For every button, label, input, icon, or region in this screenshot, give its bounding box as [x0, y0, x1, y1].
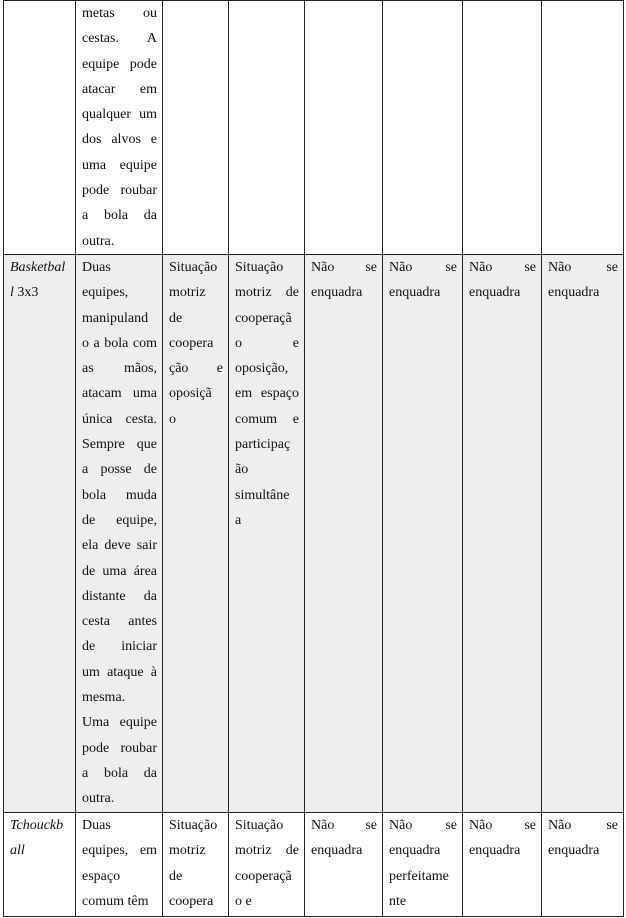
cell-text-line: equipes, em — [82, 843, 157, 859]
cell-text-line: Situação — [235, 260, 284, 275]
cell-text-line: de iniciar — [82, 639, 157, 655]
cell-text-line: cesta antes — [82, 614, 157, 630]
cell-c4 — [229, 813, 305, 917]
cell-c7 — [463, 1, 542, 255]
cell-text-line: enquadra — [548, 285, 600, 301]
cell-text-line: motriz de — [235, 843, 299, 859]
sport-name-part2-italic-l: l — [10, 285, 14, 301]
cell-text-line: motriz de — [235, 285, 299, 301]
cell-text-line: motriz — [169, 843, 206, 859]
sport-name-part1: Tchouckb — [10, 818, 64, 833]
cell-text-line: nte — [389, 893, 407, 909]
cell-text-line: Não se — [311, 818, 377, 833]
cell-text-line: enquadra — [311, 843, 363, 859]
cell-text-line: Duas — [82, 260, 111, 275]
cell-text-line: Não se — [469, 260, 536, 275]
table-row — [4, 255, 624, 813]
cell-text-line: equipes, — [82, 285, 129, 301]
cell-text-line: atacam uma — [82, 386, 157, 402]
cell-text-line: qualquer um — [82, 107, 157, 123]
sport-name-part2: all — [10, 843, 25, 859]
cell-c5 — [305, 255, 383, 813]
cell-text-line: Situação — [169, 818, 218, 833]
cell-text-line: comum e — [235, 411, 299, 427]
cell-text-line: simultâne — [235, 487, 290, 503]
cell-c7 — [463, 255, 542, 813]
cell-text-line: cooperaçã — [235, 310, 292, 326]
cell-text-line: atacar em — [82, 81, 157, 97]
cell-text-line: de — [169, 868, 183, 884]
cell-c3 — [163, 1, 229, 255]
cell-text-line: bola muda — [82, 487, 157, 503]
cell-text-line: as mãos, — [82, 361, 157, 377]
cell-text-line: distante da — [82, 588, 157, 604]
table-row — [4, 813, 624, 917]
cell-text-line: oposição, — [235, 361, 289, 377]
cell-text-line: o e — [235, 335, 299, 351]
sport-name-part2-rest: 3x3 — [13, 285, 39, 301]
cell-text-line: o a bola com — [82, 335, 157, 351]
cell-text-line: Não se — [548, 260, 618, 275]
cell-text-line: enquadra — [389, 843, 441, 859]
cell-text-line: a bola da — [82, 208, 157, 224]
sport-name-part1: Basketbal — [10, 260, 66, 275]
cell-text-line: Não se — [311, 260, 377, 275]
cell-c8 — [542, 813, 624, 917]
cell-text-line: Não se — [469, 818, 536, 833]
cell-text-line: manipuland — [82, 310, 149, 326]
cell-text-line: cooperaçã — [235, 868, 292, 884]
cell-text-line: de equipe, — [82, 512, 157, 528]
cell-text-line: oposiçã — [169, 386, 212, 402]
description-cell — [76, 255, 163, 813]
cell-text-line: coopera — [169, 335, 214, 351]
cell-text-line: ão — [235, 462, 249, 478]
cell-text-line: uma equipe — [82, 157, 157, 173]
cell-text-line: única cesta. — [82, 411, 157, 427]
cell-c4 — [229, 1, 305, 255]
cell-text-line: ela deve sair — [82, 538, 157, 554]
cell-c4 — [229, 255, 305, 813]
cell-c7 — [463, 813, 542, 917]
cell-text-line: motriz — [169, 285, 206, 301]
cell-text-line: enquadra — [389, 285, 441, 301]
cell-text-line: Uma equipe — [82, 715, 157, 731]
cell-text-line: ção e — [169, 361, 223, 377]
cell-text-line: Sempre que — [82, 437, 157, 453]
description-cell — [76, 813, 163, 917]
cell-c5 — [305, 1, 383, 255]
cell-text-line: de uma área — [82, 563, 157, 579]
table-row — [4, 1, 624, 255]
cell-c8 — [542, 255, 624, 813]
cell-text-line: enquadra — [469, 843, 521, 859]
cell-text-line: em espaço — [235, 386, 299, 402]
cell-text-line: Situação — [235, 818, 284, 833]
cell-text-line: Situação — [169, 260, 218, 275]
cell-text-line: a bola da — [82, 765, 157, 781]
cell-text-line: perfeitame — [389, 868, 449, 884]
classification-table — [3, 0, 624, 917]
cell-text-line: mesma. — [82, 690, 126, 706]
cell-text-line: enquadra — [548, 843, 600, 859]
cell-text-line: a posse de — [82, 462, 157, 478]
cell-text-line: um ataque à — [82, 664, 157, 680]
sport-name-cell — [4, 813, 76, 917]
sport-name-cell — [4, 1, 76, 255]
cell-text-line: coopera — [169, 893, 214, 909]
cell-text-line: dos alvos e — [82, 132, 157, 148]
cell-text-line: o — [169, 411, 176, 427]
cell-text-line: Não se — [389, 818, 457, 833]
cell-text-line: outra. — [82, 233, 115, 249]
cell-c6 — [383, 813, 463, 917]
cell-text-line: Duas — [82, 818, 111, 833]
sport-name-cell — [4, 255, 76, 813]
description-cell — [76, 1, 163, 255]
cell-text-line: enquadra — [469, 285, 521, 301]
cell-text-line: comum têm — [82, 893, 149, 909]
cell-text-line: o e — [235, 893, 252, 909]
cell-c8 — [542, 1, 624, 255]
cell-text-line: cestas. A — [82, 31, 157, 47]
cell-text-line: de — [169, 310, 183, 326]
cell-text-line: Não se — [548, 818, 618, 833]
cell-c3 — [163, 255, 229, 813]
cell-c6 — [383, 255, 463, 813]
cell-text-line: metas ou — [82, 6, 157, 21]
cell-text-line: outra. — [82, 791, 115, 807]
cell-text-line: equipe pode — [82, 56, 157, 72]
cell-text-line: pode roubar — [82, 183, 157, 199]
cell-text-line: enquadra — [311, 285, 363, 301]
cell-text-line: participaç — [235, 437, 291, 453]
cell-c3 — [163, 813, 229, 917]
cell-text-line: espaço — [82, 868, 121, 884]
cell-c6 — [383, 1, 463, 255]
cell-text-line: Não se — [389, 260, 457, 275]
cell-text-line: pode roubar — [82, 740, 157, 756]
cell-c5 — [305, 813, 383, 917]
cell-text-line: a — [235, 512, 242, 528]
